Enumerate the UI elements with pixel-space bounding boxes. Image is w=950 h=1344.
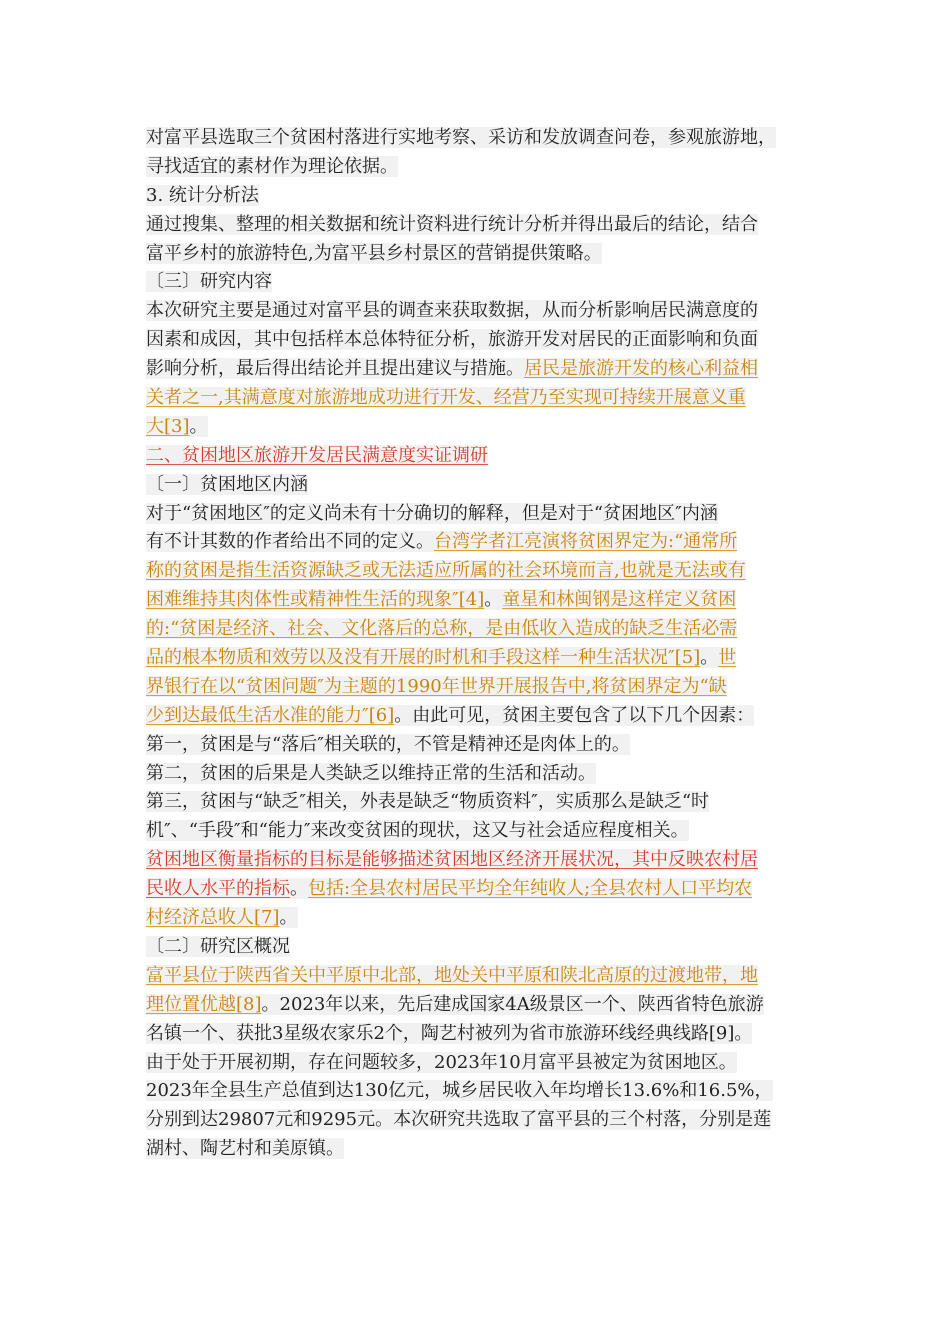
- body-text: 机″、“手段″和“能力″来改变贫困的现状，这又与社会适应程度相关。: [146, 820, 689, 842]
- text-line: [146, 586, 810, 615]
- text-line: [146, 817, 810, 846]
- text-line: [146, 297, 810, 326]
- line-text: [146, 243, 602, 264]
- text-line: [146, 355, 810, 384]
- body-text: 通过搜集、整理的相关数据和统计资料进行统计分析并得出最后的结论，结合: [146, 213, 758, 235]
- body-text: 第三，贫困与“缺乏″相关，外表是缺乏“物质资料″，实质那么是缺乏“时: [146, 791, 710, 813]
- citation-link[interactable]: 居民是旅游开发的核心利益相: [524, 358, 758, 380]
- line-text: [146, 416, 208, 437]
- text-line: [146, 211, 810, 240]
- text-line: [146, 471, 810, 500]
- body-text: 〔三〕研究内容: [146, 271, 272, 293]
- body-text: 。: [484, 589, 503, 611]
- citation-link[interactable]: 村经济总收人[7]: [146, 907, 280, 929]
- line-text: [146, 1109, 771, 1130]
- citation-link[interactable]: 品的根本物质和效劳以及没有开展的时机和手段这样一种生活状况″[5]: [146, 647, 701, 669]
- line-text: [146, 445, 488, 466]
- body-text: 名镇一个、获批3星级农家乐2个，陶艺村被列为省市旅游环线经典线路[9]。: [146, 1022, 753, 1044]
- text-line: [146, 1020, 810, 1049]
- line-text: [146, 936, 290, 957]
- text-line: [146, 326, 810, 355]
- line-text: [146, 734, 630, 755]
- line-text: [146, 271, 272, 292]
- line-text: [146, 1138, 344, 1159]
- text-line: [146, 500, 810, 529]
- highlighted-text[interactable]: 民收人水平的指标: [146, 878, 290, 900]
- line-text: [146, 329, 758, 350]
- body-text: 。: [290, 878, 308, 900]
- line-text: [146, 878, 752, 899]
- body-text: 第二，贫困的后果是人类缺乏以维持正常的生活和活动。: [146, 762, 596, 784]
- text-line: [146, 182, 810, 211]
- text-line: [146, 240, 810, 269]
- line-text: [146, 358, 758, 379]
- line-text: [146, 214, 758, 235]
- body-text: 。: [189, 415, 208, 437]
- line-text: [146, 791, 709, 812]
- body-text: 〔一〕贫困地区内涵: [146, 473, 308, 495]
- text-line: [146, 875, 810, 904]
- body-text: 2023年全县生产总值到达130亿元，城乡居民收入年均增长13.6%和16.5%，: [146, 1080, 773, 1102]
- section-heading[interactable]: 二、贫困地区旅游开发居民满意度实证调研: [146, 444, 488, 466]
- text-line: [146, 702, 810, 731]
- citation-link[interactable]: 关者之一,其满意度对旅游地成功进行开发、经营乃至实现可持续开展意义重: [146, 387, 746, 409]
- line-text: [146, 965, 758, 986]
- line-text: [146, 618, 737, 639]
- text-line: [146, 124, 810, 153]
- body-text: 对于“贫困地区″的定义尚未有十分确切的解释，但是对于“贫困地区″内涵: [146, 502, 718, 524]
- line-text: [146, 763, 596, 784]
- body-text: 。由此可见，贫困主要包含了以下几个因素：: [394, 704, 755, 726]
- line-text: [146, 647, 736, 668]
- text-line: [146, 673, 810, 702]
- document-body: [146, 124, 810, 1164]
- citation-link[interactable]: 困难维持其肉体性或精神性生活的现象″[4]: [146, 589, 485, 611]
- line-text: [146, 820, 689, 841]
- citation-link[interactable]: 的:“贫困是经济、社会、文化落后的总称，是由低收入造成的缺乏生活必需: [146, 618, 738, 640]
- body-text: 寻找适宜的素材作为理论依据。: [146, 155, 398, 177]
- citation-link[interactable]: 少到达最低生活水准的能力″[6]: [146, 704, 395, 726]
- line-text: [146, 907, 298, 928]
- line-text: [146, 1023, 752, 1044]
- body-text: 因素和成因，其中包括样本总体特征分析，旅游开发对居民的正面影响和负面: [146, 329, 758, 351]
- text-line: [146, 615, 810, 644]
- line-text: [146, 994, 764, 1015]
- body-text: 。: [279, 907, 298, 929]
- line-text: [146, 531, 737, 552]
- text-line: [146, 1049, 810, 1078]
- body-text: 。: [700, 647, 719, 669]
- line-text: [146, 1052, 737, 1073]
- citation-link[interactable]: 大[3]: [146, 415, 190, 437]
- text-line: [146, 760, 810, 789]
- line-text: [146, 185, 259, 206]
- line-text: [146, 589, 736, 610]
- line-text: [146, 300, 758, 321]
- body-text: 〔二〕研究区概况: [146, 935, 290, 957]
- body-text: 分别到达29807元和9295元。本次研究共选取了富平县的三个村落，分别是莲: [146, 1109, 772, 1131]
- text-line: [146, 413, 810, 442]
- text-line: [146, 846, 810, 875]
- text-line: [146, 1077, 810, 1106]
- body-text: 3. 统计分析法: [146, 184, 259, 206]
- text-line: [146, 731, 810, 760]
- text-line: [146, 268, 810, 297]
- line-text: [146, 560, 746, 581]
- line-text: [146, 156, 398, 177]
- body-text: 本次研究主要是通过对富平县的调查来获取数据，从而分析影响居民满意度的: [146, 300, 758, 322]
- text-line: [146, 904, 810, 933]
- body-text: 由于处于开展初期，存在问题较多，2023年10月富平县被定为贫困地区。: [146, 1051, 737, 1073]
- citation-link[interactable]: 界银行在以“贫困问题″为主题的1990年世界开展报告中,将贫困界定为“缺: [146, 675, 727, 697]
- body-text: 。2023年以来，先后建成国家4A级景区一个、陕西省特色旅游: [261, 993, 764, 1015]
- line-text: [146, 387, 746, 408]
- citation-link[interactable]: 童星和林闽钢是这样定义贫困: [502, 589, 737, 611]
- text-line: [146, 991, 810, 1020]
- text-line: [146, 528, 810, 557]
- text-line: [146, 644, 810, 673]
- citation-link[interactable]: 理位置优越[8]: [146, 993, 262, 1015]
- text-line: [146, 153, 810, 182]
- highlighted-text[interactable]: 贫困地区衡量指标的目标是能够描述贫困地区经济开展状况，其中反映农村居: [146, 849, 758, 871]
- text-line: [146, 384, 810, 413]
- body-text: 对富平县选取三个贫困村落进行实地考察、采访和发放调查问卷，参观旅游地，: [146, 127, 776, 148]
- citation-link[interactable]: 富平县位于陕西省关中平原中北部，地处关中平原和陕北高原的过渡地带，地: [146, 964, 758, 986]
- citation-link[interactable]: 称的贫困是指生活资源缺乏或无法适应所属的社会环境而言,也就是无法或有: [146, 560, 746, 582]
- citation-link[interactable]: 世: [718, 647, 737, 669]
- text-line: [146, 442, 810, 471]
- line-text: [146, 474, 308, 495]
- line-text: [146, 503, 718, 524]
- text-line: [146, 788, 810, 817]
- text-line: [146, 933, 810, 962]
- body-text: 富平乡村的旅游特色,为富平县乡村景区的营销提供策略。: [146, 242, 602, 264]
- body-text: 湖村、陶艺村和美原镇。: [146, 1138, 344, 1160]
- line-text: [146, 676, 727, 697]
- body-text: 影响分析，最后得出结论并且提出建议与措施。: [146, 358, 524, 380]
- line-text: [146, 849, 758, 870]
- text-line: [146, 962, 810, 991]
- text-line: [146, 557, 810, 586]
- citation-link[interactable]: 台湾学者江亮演将贫困界定为:“通常所: [434, 531, 738, 553]
- body-text: 有不计其数的作者给出不同的定义。: [146, 531, 434, 553]
- body-text: 第一，贫困是与“落后″相关联的，不管是精神还是肉体上的。: [146, 733, 630, 755]
- citation-link[interactable]: 包括:全县农村居民平均全年纯收人;全县农村人口平均农: [308, 878, 753, 900]
- line-text: [146, 127, 776, 148]
- line-text: [146, 705, 754, 726]
- text-line: [146, 1135, 810, 1164]
- text-line: [146, 1106, 810, 1135]
- line-text: [146, 1080, 773, 1101]
